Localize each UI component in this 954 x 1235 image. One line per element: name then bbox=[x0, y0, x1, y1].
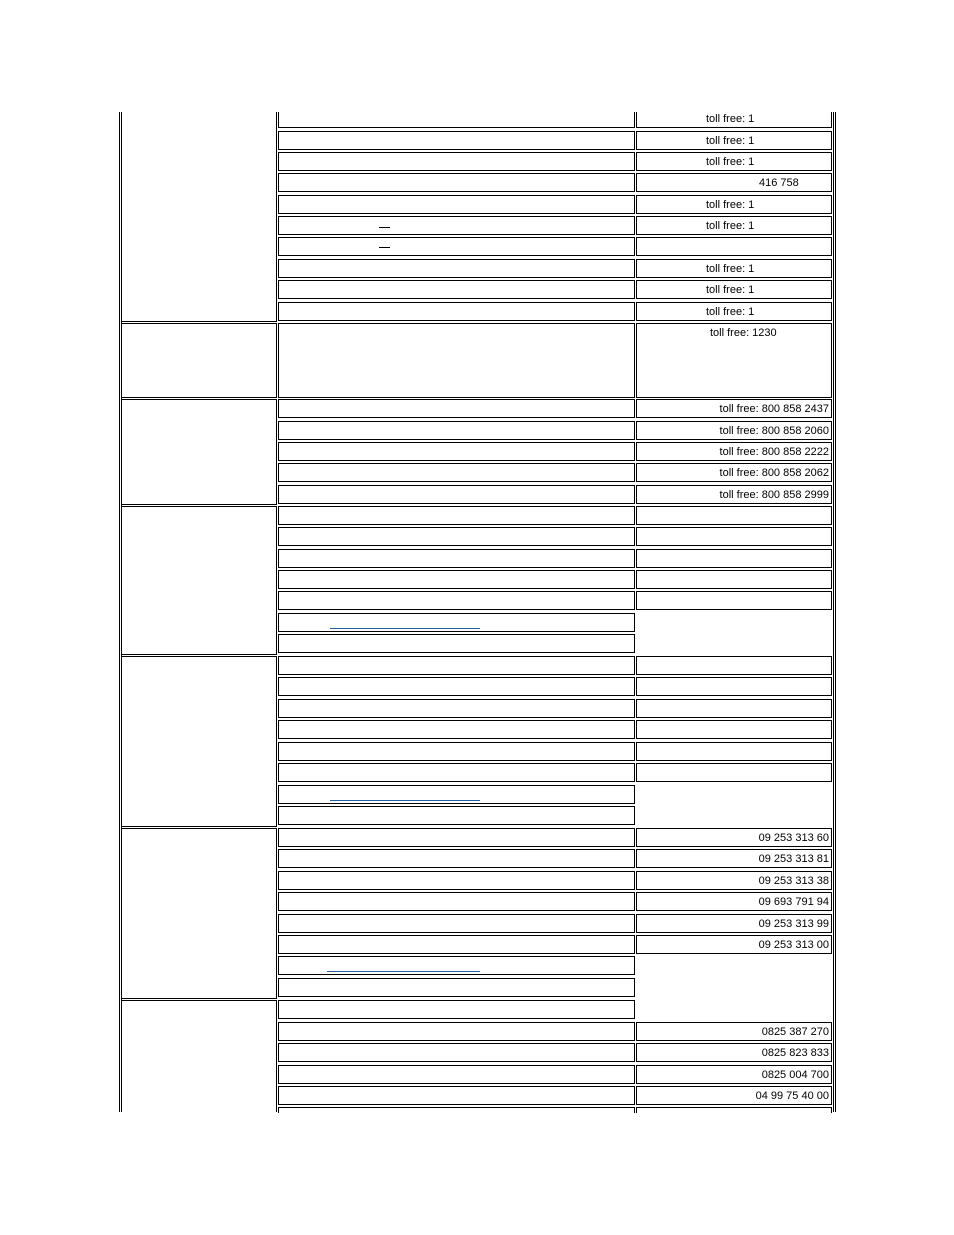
service-cell bbox=[278, 173, 635, 192]
phone-cell bbox=[636, 1107, 832, 1113]
service-cell bbox=[278, 935, 635, 954]
phone-cell bbox=[636, 677, 832, 696]
phone-cell bbox=[636, 237, 832, 256]
service-cell bbox=[278, 742, 635, 761]
service-cell bbox=[278, 978, 635, 997]
service-cell bbox=[278, 195, 635, 214]
service-cell bbox=[278, 849, 635, 868]
service-cell bbox=[278, 634, 635, 653]
service-cell bbox=[278, 656, 635, 675]
phone-cell bbox=[636, 699, 832, 718]
service-cell bbox=[278, 421, 635, 440]
phone-number: 0825 823 833 bbox=[761, 1047, 829, 1059]
service-cell bbox=[278, 763, 635, 782]
service-cell bbox=[278, 323, 635, 398]
service-cell bbox=[278, 1086, 635, 1105]
service-cell bbox=[278, 720, 635, 739]
phone-number: 0825 004 700 bbox=[761, 1069, 829, 1081]
phone-number: toll free: 1 bbox=[706, 156, 755, 168]
service-cell bbox=[278, 892, 635, 911]
service-cell bbox=[278, 112, 635, 128]
phone-number: 09 253 313 99 bbox=[758, 918, 829, 930]
service-cell bbox=[278, 131, 635, 150]
country-cell bbox=[121, 506, 277, 655]
country-cell bbox=[121, 323, 277, 398]
phone-number: toll free: 1 bbox=[706, 135, 755, 147]
country-cell bbox=[121, 1000, 277, 1112]
phone-number: toll free: 1 bbox=[706, 284, 755, 296]
phone-number: toll free: 800 858 2222 bbox=[719, 446, 829, 458]
phone-number: 416 758 bbox=[759, 177, 799, 189]
service-cell bbox=[278, 570, 635, 589]
phone-cell bbox=[636, 527, 832, 546]
service-cell bbox=[278, 677, 635, 696]
service-cell bbox=[278, 527, 635, 546]
website-link[interactable] bbox=[330, 800, 480, 801]
country-cell bbox=[121, 399, 277, 505]
service-cell bbox=[278, 828, 635, 847]
service-cell bbox=[278, 871, 635, 890]
service-cell bbox=[278, 806, 635, 825]
service-cell bbox=[278, 152, 635, 171]
phone-number: toll free: 800 858 2437 bbox=[719, 403, 829, 415]
phone-number: toll free: 800 858 2062 bbox=[719, 467, 829, 479]
website-link[interactable] bbox=[330, 628, 480, 629]
dash-mark bbox=[379, 227, 390, 228]
country-cell bbox=[121, 112, 277, 322]
table-right-border-outer bbox=[835, 112, 836, 1112]
website-link[interactable] bbox=[327, 971, 480, 972]
phone-number: 0825 387 270 bbox=[761, 1026, 829, 1038]
service-cell bbox=[278, 1043, 635, 1062]
phone-number: 09 253 313 81 bbox=[758, 853, 829, 865]
phone-cell bbox=[636, 763, 832, 782]
phone-number: 09 253 313 38 bbox=[758, 875, 829, 887]
phone-cell bbox=[636, 506, 832, 525]
service-cell bbox=[278, 549, 635, 568]
phone-number: 09 253 313 00 bbox=[758, 939, 829, 951]
phone-number: toll free: 1230 bbox=[710, 327, 777, 339]
phone-cell bbox=[636, 549, 832, 568]
country-cell bbox=[121, 656, 277, 827]
service-cell bbox=[278, 463, 635, 482]
phone-cell bbox=[636, 591, 832, 610]
phone-number: toll free: 1 bbox=[706, 199, 755, 211]
table-left-border bbox=[119, 112, 120, 1112]
phone-cell bbox=[636, 656, 832, 675]
service-cell bbox=[278, 914, 635, 933]
country-cell bbox=[121, 828, 277, 999]
phone-number: 04 99 75 40 00 bbox=[755, 1090, 829, 1102]
service-cell bbox=[278, 1000, 635, 1019]
phone-number: toll free: 1 bbox=[706, 306, 755, 318]
phone-number: toll free: 800 858 2060 bbox=[719, 425, 829, 437]
dash-mark bbox=[379, 247, 390, 248]
phone-number: toll free: 800 858 2999 bbox=[719, 489, 829, 501]
phone-number: toll free: 1 bbox=[706, 263, 755, 275]
service-cell bbox=[278, 613, 635, 632]
phone-cell bbox=[636, 720, 832, 739]
table-right-border bbox=[833, 112, 834, 1112]
service-cell bbox=[278, 1022, 635, 1041]
service-cell bbox=[278, 785, 635, 804]
phone-number: 09 693 791 94 bbox=[758, 896, 829, 908]
service-cell bbox=[278, 506, 635, 525]
service-cell bbox=[278, 280, 635, 299]
phone-number: toll free: 1 bbox=[706, 220, 755, 232]
service-cell bbox=[278, 302, 635, 321]
phone-cell bbox=[636, 742, 832, 761]
service-cell bbox=[278, 591, 635, 610]
phone-number: 09 253 313 60 bbox=[758, 832, 829, 844]
phone-number: toll free: 1 bbox=[706, 113, 755, 125]
service-cell bbox=[278, 699, 635, 718]
phone-cell bbox=[636, 570, 832, 589]
service-cell bbox=[278, 442, 635, 461]
phone-cell bbox=[636, 173, 832, 192]
service-cell bbox=[278, 216, 635, 235]
service-cell bbox=[278, 1065, 635, 1084]
service-cell bbox=[278, 237, 635, 256]
service-cell bbox=[278, 259, 635, 278]
service-cell bbox=[278, 956, 635, 975]
service-cell bbox=[278, 1107, 635, 1113]
service-cell bbox=[278, 485, 635, 504]
service-cell bbox=[278, 399, 635, 418]
